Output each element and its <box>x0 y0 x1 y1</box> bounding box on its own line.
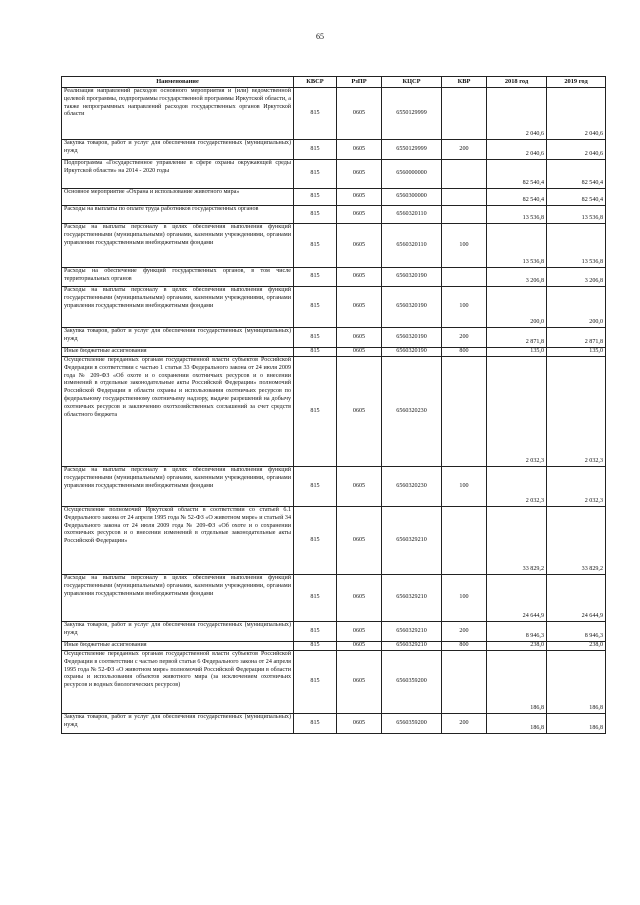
row-rzpr: 0605 <box>337 348 382 357</box>
table-row <box>62 328 606 348</box>
row-kvsr: 815 <box>294 268 337 287</box>
row-name: Расходы на выплаты персоналу в целях обеспечения выполнения функций государственными (муниципальными) органами, казенными учреждениями, органами управления государственными внебюджетными фондами <box>62 467 294 507</box>
row-amount-2019: 13 536,8 <box>547 224 606 268</box>
row-amount-2019: 186,8 <box>547 714 606 734</box>
row-name: Расходы на выплаты персоналу в целях обеспечения выполнения функций государственными (муниципальными) органами, казенными учреждениями, органами управления государственными внебюджетными фондами <box>62 224 294 268</box>
row-kcsr: 6560320230 <box>382 467 442 507</box>
row-kcsr: 6560000000 <box>382 160 442 189</box>
row-amount-2019: 2 040,6 <box>547 88 606 140</box>
row-rzpr: 0605 <box>337 642 382 651</box>
page-number: 65 <box>316 32 324 41</box>
row-name: Основное мероприятие «Охрана и использование животного мира» <box>62 189 294 206</box>
row-amount-2018: 3 206,8 <box>487 268 547 287</box>
header-rzpr: РзПР <box>337 77 382 88</box>
row-amount-2018: 2 871,8 <box>487 328 547 348</box>
row-amount-2018: 238,0 <box>487 642 547 651</box>
row-amount-2018: 2 032,3 <box>487 467 547 507</box>
row-rzpr: 0605 <box>337 714 382 734</box>
header-name: Наименование <box>62 77 294 88</box>
row-kvsr: 815 <box>294 160 337 189</box>
row-amount-2018: 186,8 <box>487 651 547 714</box>
row-amount-2019: 3 206,8 <box>547 268 606 287</box>
row-rzpr: 0605 <box>337 206 382 224</box>
row-name: Подпрограмма «Государственное управление в сфере охраны окружающей среды Иркутской области» на 2014 - 2020 годы <box>62 160 294 189</box>
row-kcsr: 6560300000 <box>382 189 442 206</box>
row-kcsr: 6560320190 <box>382 328 442 348</box>
row-kvr <box>442 357 487 467</box>
table-row <box>62 348 606 357</box>
row-kvsr: 815 <box>294 714 337 734</box>
row-name: Расходы на обеспечение функций государственных органов, в том числе территориальных органов <box>62 268 294 287</box>
row-kcsr: 6560320190 <box>382 348 442 357</box>
row-amount-2018: 8 946,3 <box>487 622 547 642</box>
row-amount-2019: 2 032,3 <box>547 357 606 467</box>
row-rzpr: 0605 <box>337 328 382 348</box>
row-amount-2019: 2 040,6 <box>547 140 606 160</box>
row-amount-2019: 82 540,4 <box>547 160 606 189</box>
row-kvr <box>442 507 487 575</box>
row-amount-2018: 13 536,8 <box>487 206 547 224</box>
row-kvr: 100 <box>442 467 487 507</box>
row-amount-2018: 33 829,2 <box>487 507 547 575</box>
row-rzpr: 0605 <box>337 189 382 206</box>
row-kvsr: 815 <box>294 651 337 714</box>
table-row <box>62 140 606 160</box>
row-kvr <box>442 189 487 206</box>
row-amount-2018: 82 540,4 <box>487 160 547 189</box>
row-amount-2019: 135,0 <box>547 348 606 357</box>
row-name: Осуществление переданных органам государственной власти субъектов Российской Федерации в соответствии с частью 1 статьи 33 Федерального закона от 24 июля 2009 года № 209-ФЗ «Об охоте и о сохранении охотничьих ресурсов и о внесении изменений в отдельные законодательные акты Российской Федерации» полномочий Российской Федерации в области охраны и использования охотничьих ресурсов по федеральному государственному охотничьему надзору, выдаче разрешений на добычу охотничьих ресурсов и заключению охотхозяйственных соглашений за счет средств областного бюджета <box>62 357 294 467</box>
row-kcsr: 6560320190 <box>382 268 442 287</box>
table-row <box>62 189 606 206</box>
row-kvsr: 815 <box>294 224 337 268</box>
table-header-row <box>62 77 606 88</box>
table-row <box>62 467 606 507</box>
row-kvsr: 815 <box>294 622 337 642</box>
table-row <box>62 268 606 287</box>
row-amount-2019: 186,8 <box>547 651 606 714</box>
table-row <box>62 642 606 651</box>
row-amount-2019: 2 871,8 <box>547 328 606 348</box>
row-rzpr: 0605 <box>337 467 382 507</box>
row-name: Закупка товаров, работ и услуг для обеспечения государственных (муниципальных) нужд <box>62 140 294 160</box>
row-rzpr: 0605 <box>337 140 382 160</box>
row-amount-2018: 186,8 <box>487 714 547 734</box>
budget-table <box>61 76 606 734</box>
row-kvsr: 815 <box>294 328 337 348</box>
row-rzpr: 0605 <box>337 622 382 642</box>
row-name: Закупка товаров, работ и услуг для обеспечения государственных (муниципальных) нужд <box>62 714 294 734</box>
row-kvsr: 815 <box>294 140 337 160</box>
table-row <box>62 160 606 189</box>
row-rzpr: 0605 <box>337 357 382 467</box>
row-amount-2019: 238,0 <box>547 642 606 651</box>
row-kcsr: 6560320110 <box>382 206 442 224</box>
header-kvr: КВР <box>442 77 487 88</box>
row-amount-2018: 13 536,8 <box>487 224 547 268</box>
row-kvsr: 815 <box>294 206 337 224</box>
row-name: Расходы на выплаты по оплате труда работников государственных органов <box>62 206 294 224</box>
row-kvsr: 815 <box>294 189 337 206</box>
table-row <box>62 287 606 328</box>
row-name: Иные бюджетные ассигнования <box>62 642 294 651</box>
row-kcsr: 6560320230 <box>382 357 442 467</box>
table-row <box>62 622 606 642</box>
row-kvr: 800 <box>442 642 487 651</box>
row-kvr: 200 <box>442 622 487 642</box>
row-rzpr: 0605 <box>337 651 382 714</box>
row-kcsr: 6560359200 <box>382 714 442 734</box>
row-kvr <box>442 160 487 189</box>
table-row <box>62 575 606 622</box>
table-row <box>62 206 606 224</box>
row-kvsr: 815 <box>294 348 337 357</box>
header-2018: 2018 год <box>487 77 547 88</box>
row-kcsr: 6560329210 <box>382 507 442 575</box>
row-rzpr: 0605 <box>337 575 382 622</box>
row-kcsr: 6560359200 <box>382 651 442 714</box>
row-kcsr: 6560320190 <box>382 287 442 328</box>
header-2019: 2019 год <box>547 77 606 88</box>
row-kvsr: 815 <box>294 575 337 622</box>
row-kvsr: 815 <box>294 467 337 507</box>
row-kvr: 800 <box>442 348 487 357</box>
row-kvsr: 815 <box>294 642 337 651</box>
table-row <box>62 357 606 467</box>
row-name: Расходы на выплаты персоналу в целях обеспечения выполнения функций государственными (муниципальными) органами, казенными учреждениями, органами управления государственными внебюджетными фондами <box>62 575 294 622</box>
row-amount-2018: 2 040,6 <box>487 88 547 140</box>
row-amount-2018: 200,0 <box>487 287 547 328</box>
header-kcsr: КЦСР <box>382 77 442 88</box>
row-name: Закупка товаров, работ и услуг для обеспечения государственных (муниципальных) нужд <box>62 622 294 642</box>
row-rzpr: 0605 <box>337 507 382 575</box>
row-amount-2018: 82 540,4 <box>487 189 547 206</box>
row-kcsr: 6560320110 <box>382 224 442 268</box>
row-name: Иные бюджетные ассигнования <box>62 348 294 357</box>
row-amount-2018: 2 040,6 <box>487 140 547 160</box>
row-name: Закупка товаров, работ и услуг для обеспечения государственных (муниципальных) нужд <box>62 328 294 348</box>
row-kcsr: 6560329210 <box>382 642 442 651</box>
row-kvr <box>442 206 487 224</box>
row-amount-2019: 13 536,8 <box>547 206 606 224</box>
row-kvsr: 815 <box>294 88 337 140</box>
row-kvr: 200 <box>442 714 487 734</box>
row-amount-2019: 2 032,3 <box>547 467 606 507</box>
row-kvsr: 815 <box>294 507 337 575</box>
header-kvsr: КВСР <box>294 77 337 88</box>
row-kcsr: 6560329210 <box>382 622 442 642</box>
row-name: Осуществление переданных органам государственной власти субъектов Российской Федерации в соответствии с частью первой статьи 6 Федерального закона от 24 апреля 1995 года № 52-ФЗ «О животном мире» полномочий Российской Федерации в области охраны и использования объектов животного мира (за исключением охотничьих ресурсов и водных биологических ресурсов) <box>62 651 294 714</box>
row-name: Расходы на выплаты персоналу в целях обеспечения выполнения функций государственными (муниципальными) органами, казенными учреждениями, органами управления государственными внебюджетными фондами <box>62 287 294 328</box>
row-amount-2019: 200,0 <box>547 287 606 328</box>
row-amount-2019: 33 829,2 <box>547 507 606 575</box>
table-row <box>62 651 606 714</box>
row-rzpr: 0605 <box>337 268 382 287</box>
row-rzpr: 0605 <box>337 224 382 268</box>
row-amount-2018: 24 644,9 <box>487 575 547 622</box>
table-body <box>62 88 606 734</box>
table-row <box>62 714 606 734</box>
row-rzpr: 0605 <box>337 160 382 189</box>
table-row <box>62 507 606 575</box>
row-amount-2019: 8 946,3 <box>547 622 606 642</box>
row-kvsr: 815 <box>294 287 337 328</box>
row-kvsr: 815 <box>294 357 337 467</box>
row-kcsr: 6550129999 <box>382 88 442 140</box>
row-name: Реализация направлений расходов основного мероприятия и (или) ведомственной целевой программы, подпрограммы государственной программы Иркутской области, а также непрограммных направлений расходов государственных органов Иркутской области <box>62 88 294 140</box>
table-row <box>62 88 606 140</box>
row-kvr: 100 <box>442 287 487 328</box>
table-row <box>62 224 606 268</box>
row-kvr <box>442 268 487 287</box>
row-amount-2018: 135,0 <box>487 348 547 357</box>
row-kvr <box>442 651 487 714</box>
row-amount-2019: 82 540,4 <box>547 189 606 206</box>
row-kvr <box>442 88 487 140</box>
row-amount-2018: 2 032,3 <box>487 357 547 467</box>
row-amount-2019: 24 644,9 <box>547 575 606 622</box>
row-kcsr: 6550129999 <box>382 140 442 160</box>
row-rzpr: 0605 <box>337 287 382 328</box>
row-name: Осуществление полномочий Иркутской области в соответствии со статьей 6.1 Федерального закона от 24 апреля 1995 года № 52-ФЗ «О животном мире» и статьей 34 Федерального закона от 24 июля 2009 года № 209-ФЗ «Об охоте и о сохранении охотничьих ресурсов и о внесении изменений в отдельные законодательные акты Российской Федерации» <box>62 507 294 575</box>
row-kcsr: 6560329210 <box>382 575 442 622</box>
row-rzpr: 0605 <box>337 88 382 140</box>
row-kvr: 200 <box>442 328 487 348</box>
row-kvr: 200 <box>442 140 487 160</box>
row-kvr: 100 <box>442 224 487 268</box>
row-kvr: 100 <box>442 575 487 622</box>
